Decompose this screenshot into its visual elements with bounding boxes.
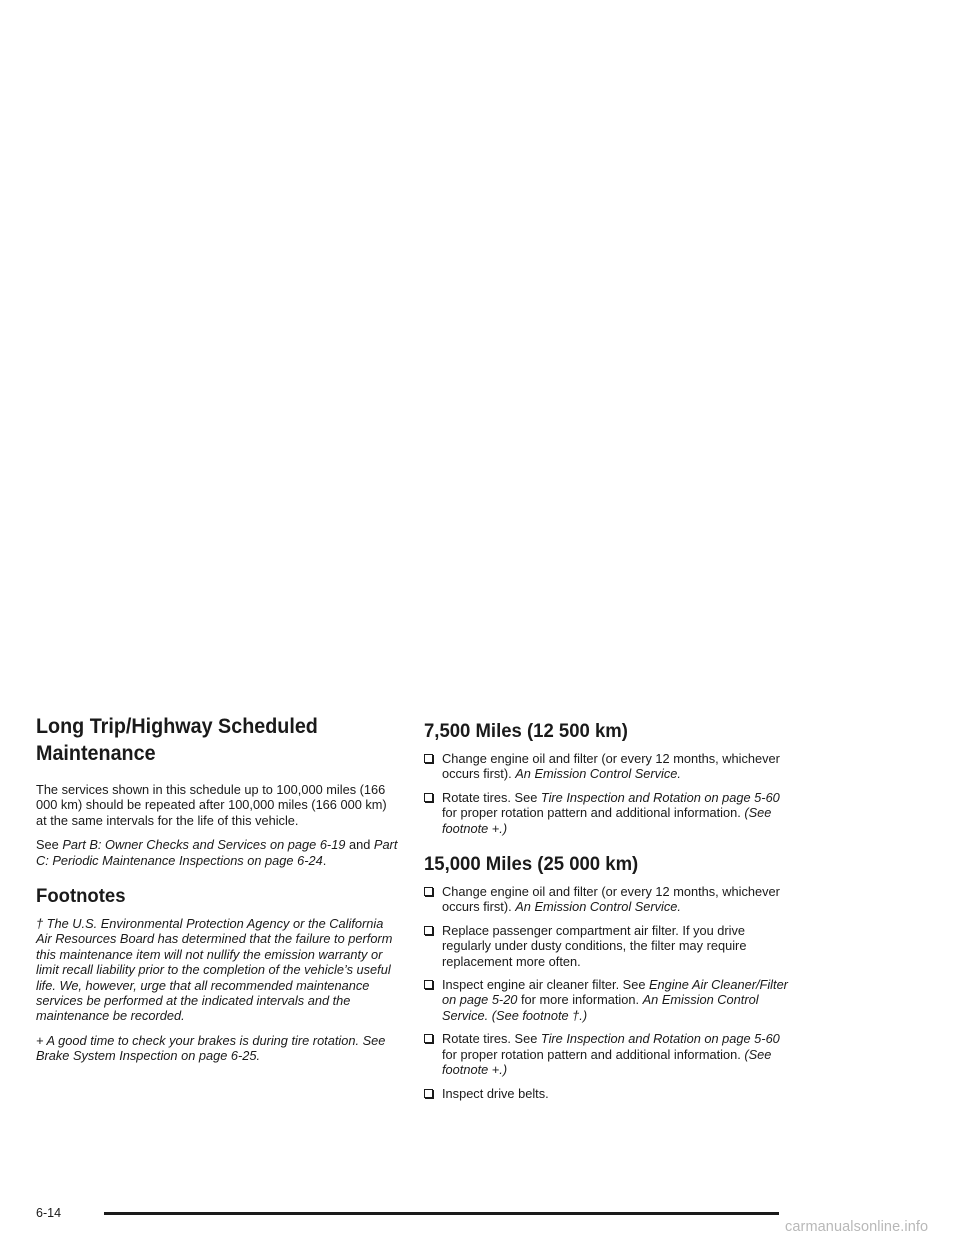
page-title: Long Trip/Highway Scheduled Maintenance: [36, 715, 318, 765]
section-7500-heading: 7,500 Miles (12 500 km): [424, 720, 628, 742]
checklist-item: [424, 923, 789, 969]
item-text: for proper rotation pattern and additional information.: [442, 805, 745, 821]
checklist-item: [424, 751, 789, 782]
checklist-item-text: [442, 751, 789, 782]
footnote-dagger: † The U.S. Environmental Protection Agency or the California Air Resources Board has determined that the failure to perform this maintenance item will not nullify the emission warranty or limit recall liability prior to the completion of the vehicle’s useful life. We, however, urge that all recommended maintenance services be performed at the indicated intervals and the maintenance be recorded.: [36, 916, 393, 1024]
checklist-item-text: Inspect drive belts.: [442, 1085, 549, 1101]
checklist-item: [424, 977, 789, 1023]
checkbox-icon: [424, 754, 433, 763]
footer-divider: [104, 1212, 779, 1215]
item-note: An Emission Control Service.: [515, 766, 681, 782]
checkbox-icon: [424, 1089, 433, 1098]
checklist-item: [424, 884, 789, 915]
item-text: Rotate tires. See: [442, 789, 541, 805]
checklist-item-text: [442, 977, 789, 1023]
see-references-paragraph: [36, 837, 398, 868]
see-prefix: See: [36, 837, 63, 853]
item-text: Inspect engine air cleaner filter. See: [442, 977, 650, 993]
watermark-text: carmanualsonline.info: [785, 1219, 929, 1235]
footnote-plus: + A good time to check your brakes is during tire rotation. See Brake System Inspection on page 6-25.: [36, 1032, 386, 1064]
checkbox-icon: [424, 793, 433, 802]
see-end: .: [322, 852, 327, 868]
footnotes-heading: Footnotes: [36, 885, 126, 908]
item-reference: Engine Air Cleaner/Filter on page 5-20: [442, 977, 788, 1008]
item-text: Change engine oil and filter (or every 12 months, whichever occurs first).: [442, 751, 780, 782]
item-text: for more information.: [517, 992, 643, 1008]
right-column: [424, 719, 789, 1109]
item-note: An Emission Control Service. (See footnote †.): [442, 992, 759, 1023]
checklist-item-text: Replace passenger compartment air filter. If you drive regularly under dusty conditions, the filter may require replacement more often.: [442, 922, 747, 969]
see-and: and: [345, 837, 374, 853]
checkbox-icon: [424, 1034, 433, 1043]
page-number: 6-14: [36, 1206, 62, 1220]
intro-paragraph: The services shown in this schedule up to 100,000 miles (166 000 km) should be repeated after 100,000 miles (166 000 km) at the same intervals for the life of this vehicle.: [36, 782, 387, 828]
checklist-item: [424, 1031, 789, 1077]
section-15000-heading: 15,000 Miles (25 000 km): [424, 853, 639, 876]
checklist-item: [424, 790, 789, 836]
item-note: (See footnote +.): [442, 805, 772, 836]
item-note: An Emission Control Service.: [515, 899, 681, 915]
item-reference: Tire Inspection and Rotation on page 5-60: [540, 789, 780, 805]
checklist-item-text: [442, 884, 789, 915]
checkbox-icon: [424, 980, 433, 989]
item-reference: Tire Inspection and Rotation on page 5-60: [540, 1031, 780, 1047]
checkbox-icon: [424, 887, 433, 896]
item-text: Rotate tires. See: [442, 1031, 541, 1047]
checklist-item: [424, 1086, 789, 1101]
item-text: Change engine oil and filter (or every 12 months, whichever occurs first).: [442, 884, 780, 915]
item-text: for proper rotation pattern and additional information.: [442, 1046, 745, 1062]
checkbox-icon: [424, 926, 433, 935]
left-column: [36, 713, 398, 1073]
reference-part-b: Part B: Owner Checks and Services on page 6-19: [62, 837, 346, 853]
checklist-item-text: [442, 1031, 789, 1077]
reference-part-c: Part C: Periodic Maintenance Inspections on page 6-24: [36, 837, 398, 868]
checklist-item-text: [442, 790, 789, 836]
item-note: (See footnote +.): [442, 1046, 772, 1078]
